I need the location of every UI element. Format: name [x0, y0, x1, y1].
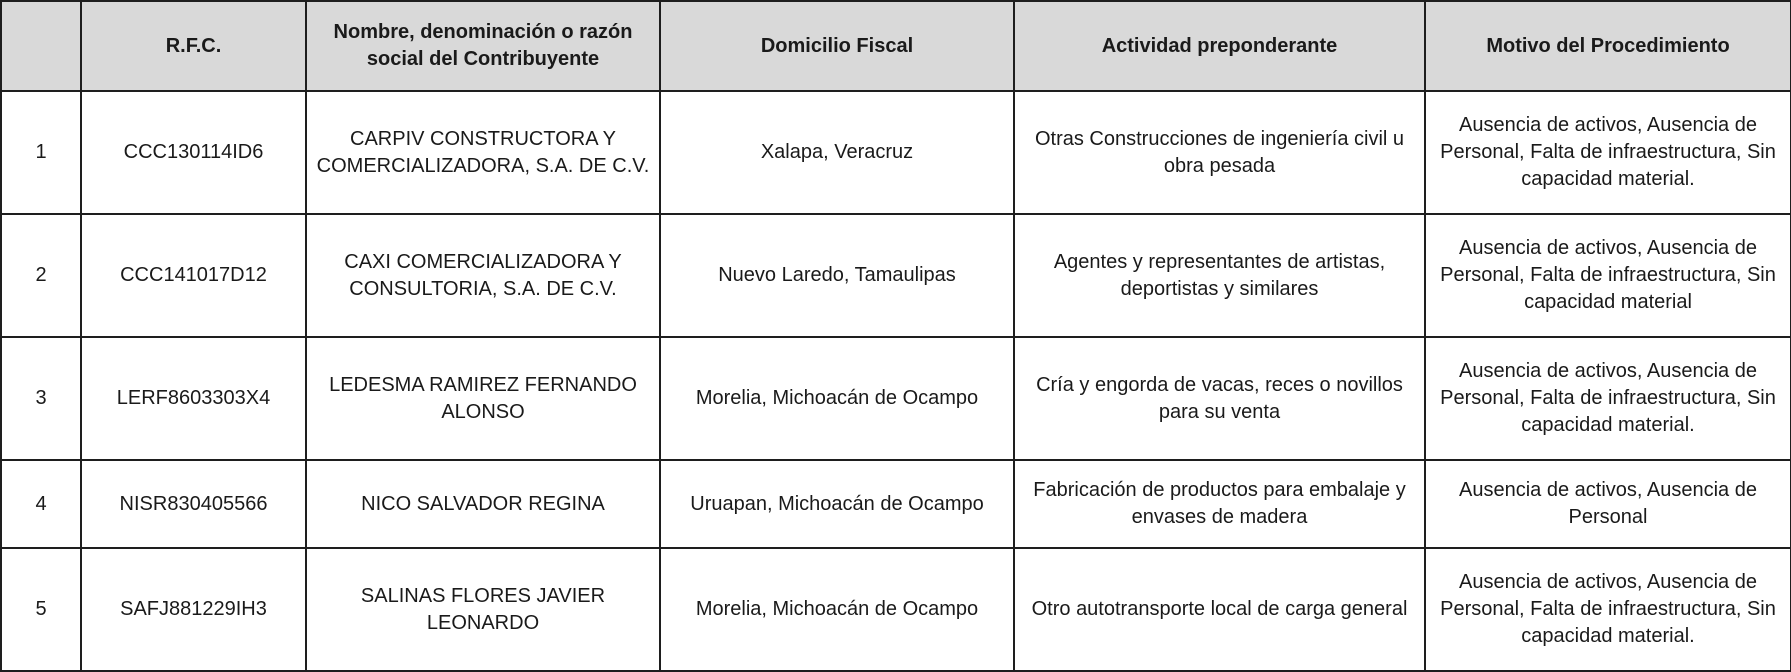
header-row [1, 1, 1791, 91]
header-motivo: Motivo del Procedimiento [1425, 1, 1791, 91]
cell-rfc: CCC141017D12 [81, 214, 306, 337]
cell-nombre: CAXI COMERCIALIZADORA Y CONSULTORIA, S.A. DE C.V. [306, 214, 660, 337]
cell-num: 1 [1, 91, 81, 214]
table-row [1, 91, 1791, 214]
cell-actividad: Cría y engorda de vacas, reces o novillos para su venta [1014, 337, 1425, 460]
cell-nombre: LEDESMA RAMIREZ FERNANDO ALONSO [306, 337, 660, 460]
cell-domicilio: Xalapa, Veracruz [660, 91, 1014, 214]
cell-domicilio: Morelia, Michoacán de Ocampo [660, 337, 1014, 460]
header-rfc: R.F.C. [81, 1, 306, 91]
cell-actividad: Agentes y representantes de artistas, deportistas y similares [1014, 214, 1425, 337]
cell-motivo: Ausencia de activos, Ausencia de Personal, Falta de infraestructura, Sin capacidad material. [1425, 548, 1791, 671]
cell-domicilio: Nuevo Laredo, Tamaulipas [660, 214, 1014, 337]
cell-num: 3 [1, 337, 81, 460]
header-domicilio: Domicilio Fiscal [660, 1, 1014, 91]
cell-rfc: CCC130114ID6 [81, 91, 306, 214]
cell-rfc: NISR830405566 [81, 460, 306, 548]
cell-nombre: SALINAS FLORES JAVIER LEONARDO [306, 548, 660, 671]
cell-motivo: Ausencia de activos, Ausencia de Personal [1425, 460, 1791, 548]
cell-domicilio: Uruapan, Michoacán de Ocampo [660, 460, 1014, 548]
table-row [1, 337, 1791, 460]
table-row [1, 214, 1791, 337]
cell-num: 2 [1, 214, 81, 337]
table-row [1, 548, 1791, 671]
cell-actividad: Fabricación de productos para embalaje y envases de madera [1014, 460, 1425, 548]
header-num [1, 1, 81, 91]
cell-motivo: Ausencia de activos, Ausencia de Personal, Falta de infraestructura, Sin capacidad material. [1425, 337, 1791, 460]
cell-num: 5 [1, 548, 81, 671]
cell-nombre: NICO SALVADOR REGINA [306, 460, 660, 548]
cell-actividad: Otro autotransporte local de carga general [1014, 548, 1425, 671]
header-nombre: Nombre, denominación o razón social del Contribuyente [306, 1, 660, 91]
cell-num: 4 [1, 460, 81, 548]
cell-domicilio: Morelia, Michoacán de Ocampo [660, 548, 1014, 671]
cell-nombre: CARPIV CONSTRUCTORA Y COMERCIALIZADORA, S.A. DE C.V. [306, 91, 660, 214]
table-row [1, 460, 1791, 548]
cell-actividad: Otras Construcciones de ingeniería civil u obra pesada [1014, 91, 1425, 214]
cell-motivo: Ausencia de activos, Ausencia de Personal, Falta de infraestructura, Sin capacidad material [1425, 214, 1791, 337]
cell-rfc: LERF8603303X4 [81, 337, 306, 460]
cell-rfc: SAFJ881229IH3 [81, 548, 306, 671]
header-actividad: Actividad preponderante [1014, 1, 1425, 91]
cell-motivo: Ausencia de activos, Ausencia de Personal, Falta de infraestructura, Sin capacidad material. [1425, 91, 1791, 214]
